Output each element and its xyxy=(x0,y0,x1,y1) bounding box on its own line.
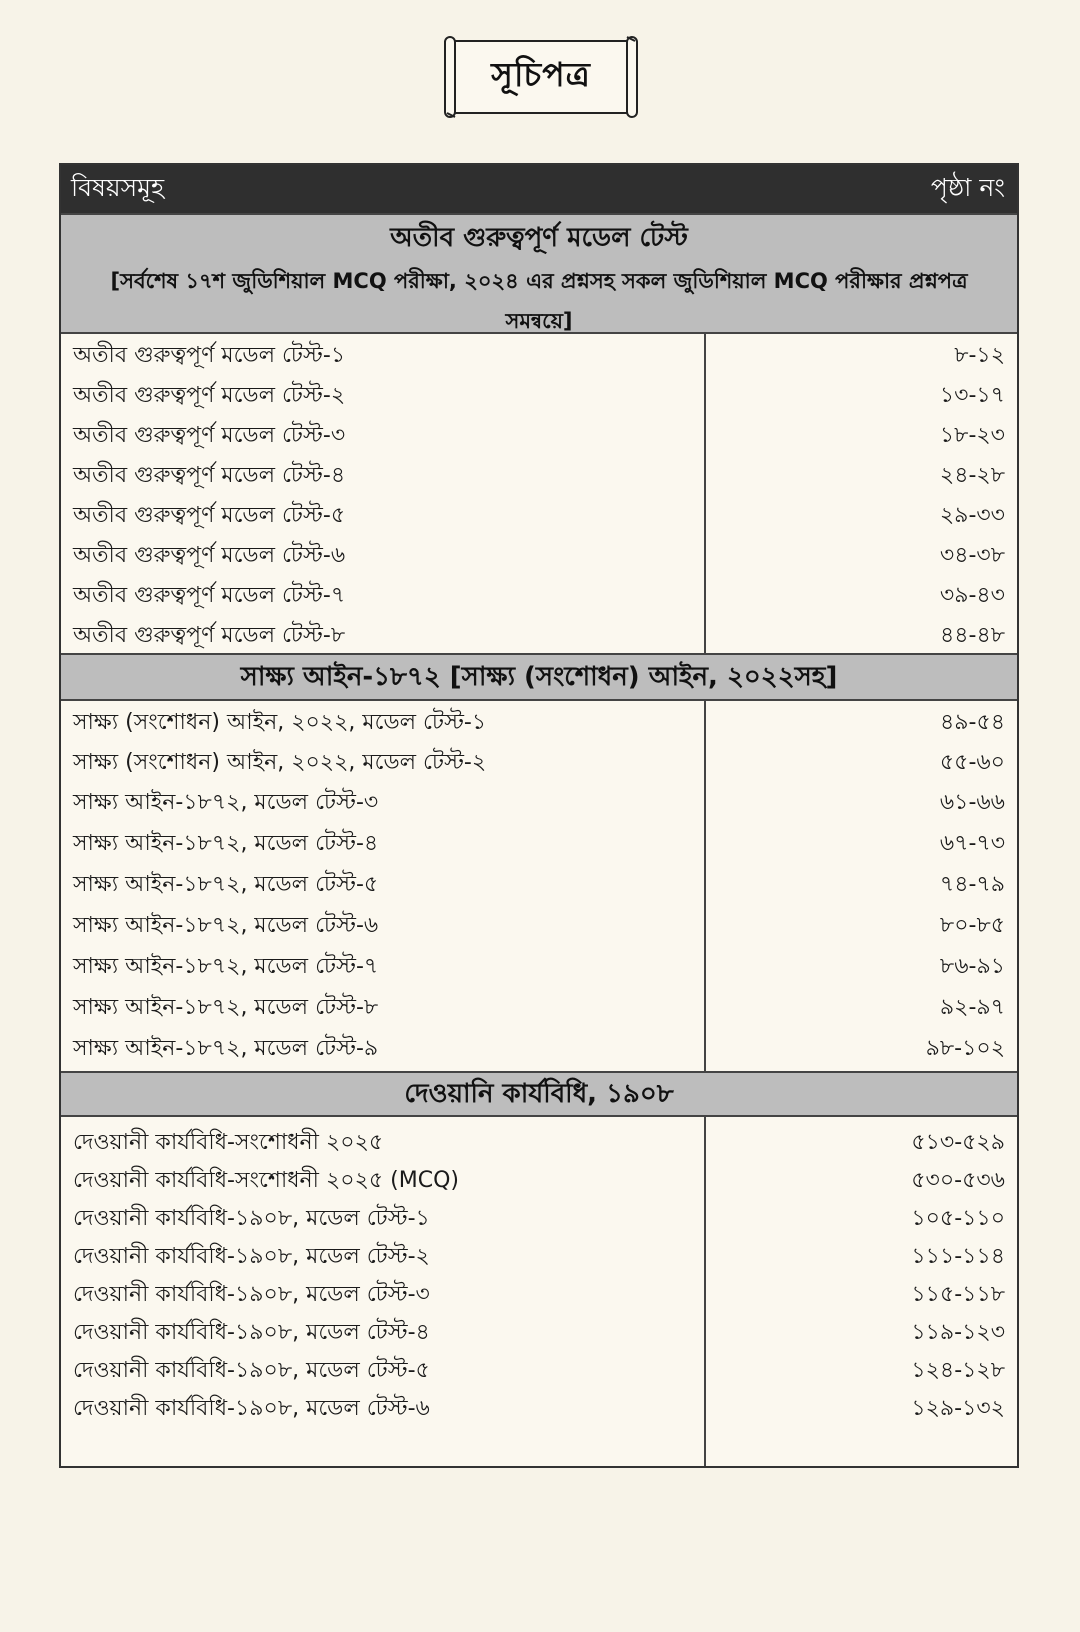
row-pages: ৫৫-৬০ xyxy=(939,749,1005,775)
row-pages: ৭৪-৭৯ xyxy=(939,871,1005,897)
table-row xyxy=(61,576,1017,616)
table-row xyxy=(61,1351,1017,1391)
row-pages: ৯২-৯৭ xyxy=(939,994,1005,1020)
section-rows xyxy=(61,1117,1017,1466)
table-row xyxy=(61,496,1017,536)
table-row xyxy=(61,743,1017,783)
row-topic: সাক্ষ্য আইন-১৮৭২, মডেল টেস্ট-৯ xyxy=(73,1035,379,1061)
row-pages: ৯৮-১০২ xyxy=(925,1035,1005,1061)
section-header xyxy=(61,653,1017,701)
row-pages: ৪৪-৪৮ xyxy=(939,622,1005,648)
row-pages: ১২৯-১৩২ xyxy=(911,1395,1005,1421)
row-topic: অতীব গুরুত্বপূর্ণ মডেল টেস্ট-৮ xyxy=(73,622,346,648)
table-row xyxy=(61,1029,1017,1069)
section-title: সাক্ষ্য আইন-১৮৭২ [সাক্ষ্য (সংশোধন) আইন, ২০২২সহ] xyxy=(240,662,838,692)
row-topic: অতীব গুরুত্বপূর্ণ মডেল টেস্ট-১ xyxy=(73,342,346,368)
table-row xyxy=(61,376,1017,416)
row-topic: সাক্ষ্য আইন-১৮৭২, মডেল টেস্ট-৬ xyxy=(73,912,379,938)
table-row xyxy=(61,1275,1017,1315)
table-row xyxy=(61,824,1017,864)
row-topic: সাক্ষ্য আইন-১৮৭২, মডেল টেস্ট-৪ xyxy=(73,830,379,856)
section-header xyxy=(61,1071,1017,1117)
row-pages: ৫৩০-৫৩৬ xyxy=(911,1167,1005,1193)
table-row xyxy=(61,1389,1017,1429)
row-topic: অতীব গুরুত্বপূর্ণ মডেল টেস্ট-৪ xyxy=(73,462,346,488)
row-topic: সাক্ষ্য আইন-১৮৭২, মডেল টেস্ট-৭ xyxy=(73,953,379,979)
row-topic: সাক্ষ্য আইন-১৮৭২, মডেল টেস্ট-৮ xyxy=(73,994,379,1020)
row-topic: দেওয়ানী কার্যবিধি-১৯০৮, মডেল টেস্ট-২ xyxy=(73,1243,430,1269)
table-row xyxy=(61,703,1017,743)
table-row xyxy=(61,536,1017,576)
row-topic: অতীব গুরুত্বপূর্ণ মডেল টেস্ট-২ xyxy=(73,382,346,408)
row-pages: ১৮-২৩ xyxy=(939,422,1005,448)
table-row xyxy=(61,336,1017,376)
row-topic: দেওয়ানী কার্যবিধি-সংশোধনী ২০২৫ xyxy=(73,1129,384,1155)
row-topic: অতীব গুরুত্বপূর্ণ মডেল টেস্ট-৩ xyxy=(73,422,346,448)
section-header xyxy=(61,213,1017,334)
table-row xyxy=(61,947,1017,987)
table-row xyxy=(61,865,1017,905)
table-row xyxy=(61,1237,1017,1277)
table-row xyxy=(61,988,1017,1028)
page-column-header: পৃষ্ঠা নং xyxy=(930,172,1005,202)
row-topic: সাক্ষ্য (সংশোধন) আইন, ২০২২, মডেল টেস্ট-২ xyxy=(73,749,487,775)
row-topic: সাক্ষ্য আইন-১৮৭২, মডেল টেস্ট-৩ xyxy=(73,789,379,815)
row-topic: সাক্ষ্য আইন-১৮৭২, মডেল টেস্ট-৫ xyxy=(73,871,379,897)
table-row xyxy=(61,1161,1017,1201)
table-row xyxy=(61,416,1017,456)
row-pages: ৮০-৮৫ xyxy=(939,912,1005,938)
table-row xyxy=(61,1123,1017,1163)
row-topic: অতীব গুরুত্বপূর্ণ মডেল টেস্ট-৬ xyxy=(73,542,346,568)
section-title: অতীব গুরুত্বপূর্ণ মডেল টেস্ট xyxy=(390,223,688,253)
row-pages: ১০৫-১১০ xyxy=(911,1205,1005,1231)
table-row xyxy=(61,1199,1017,1239)
section-rows xyxy=(61,334,1017,653)
row-pages: ১১৫-১১৮ xyxy=(911,1281,1005,1307)
row-pages: ২৯-৩৩ xyxy=(939,502,1005,528)
row-pages: ৩৯-৪৩ xyxy=(939,582,1005,608)
row-topic: দেওয়ানী কার্যবিধি-১৯০৮, মডেল টেস্ট-৪ xyxy=(73,1319,430,1345)
row-pages: ১২৪-১২৮ xyxy=(911,1357,1005,1383)
row-pages: ৮৬-৯১ xyxy=(939,953,1005,979)
table-row xyxy=(61,783,1017,823)
row-topic: দেওয়ানী কার্যবিধি-১৯০৮, মডেল টেস্ট-৩ xyxy=(73,1281,430,1307)
row-pages: ১১৯-১২৩ xyxy=(911,1319,1005,1345)
row-pages: ৮-১২ xyxy=(954,342,1005,368)
table-row xyxy=(61,906,1017,946)
table-row xyxy=(61,456,1017,496)
row-topic: দেওয়ানী কার্যবিধি-১৯০৮, মডেল টেস্ট-১ xyxy=(73,1205,430,1231)
row-topic: অতীব গুরুত্বপূর্ণ মডেল টেস্ট-৫ xyxy=(73,502,346,528)
section-title: দেওয়ানি কার্যবিধি, ১৯০৮ xyxy=(404,1079,674,1109)
row-pages: ৬৭-৭৩ xyxy=(939,830,1005,856)
table-of-contents xyxy=(59,163,1019,1468)
table-header xyxy=(61,165,1017,213)
row-pages: ১১১-১১৪ xyxy=(911,1243,1005,1269)
title-scroll-banner xyxy=(443,33,639,121)
row-pages: ৩৪-৩৮ xyxy=(939,542,1005,568)
topics-column-header: বিষয়সমূহ xyxy=(71,172,165,202)
row-pages: ১৩-১৭ xyxy=(939,382,1005,408)
row-pages: ৫১৩-৫২৯ xyxy=(911,1129,1005,1155)
row-pages: ৬১-৬৬ xyxy=(939,789,1005,815)
row-topic: দেওয়ানী কার্যবিধি-১৯০৮, মডেল টেস্ট-৫ xyxy=(73,1357,430,1383)
page-title: সূচিপত্র xyxy=(491,55,591,94)
row-topic: অতীব গুরুত্বপূর্ণ মডেল টেস্ট-৭ xyxy=(73,582,346,608)
section-subtitle: [সর্বশেষ ১৭শ জুডিশিয়াল MCQ পরীক্ষা, ২০২৪ এর প্রশ্নসহ সকল জুডিশিয়াল MCQ পরীক্ষার প্রশ্নপত্র সমন্বয়ে] xyxy=(110,269,968,333)
table-row xyxy=(61,1313,1017,1353)
row-topic: দেওয়ানী কার্যবিধি-১৯০৮, মডেল টেস্ট-৬ xyxy=(73,1395,430,1421)
row-topic: দেওয়ানী কার্যবিধি-সংশোধনী ২০২৫ (MCQ) xyxy=(73,1167,459,1193)
section-rows xyxy=(61,701,1017,1071)
row-pages: ২৪-২৮ xyxy=(939,462,1005,488)
row-pages: ৪৯-৫৪ xyxy=(939,709,1005,735)
row-topic: সাক্ষ্য (সংশোধন) আইন, ২০২২, মডেল টেস্ট-১ xyxy=(73,709,487,735)
table-row xyxy=(61,616,1017,656)
